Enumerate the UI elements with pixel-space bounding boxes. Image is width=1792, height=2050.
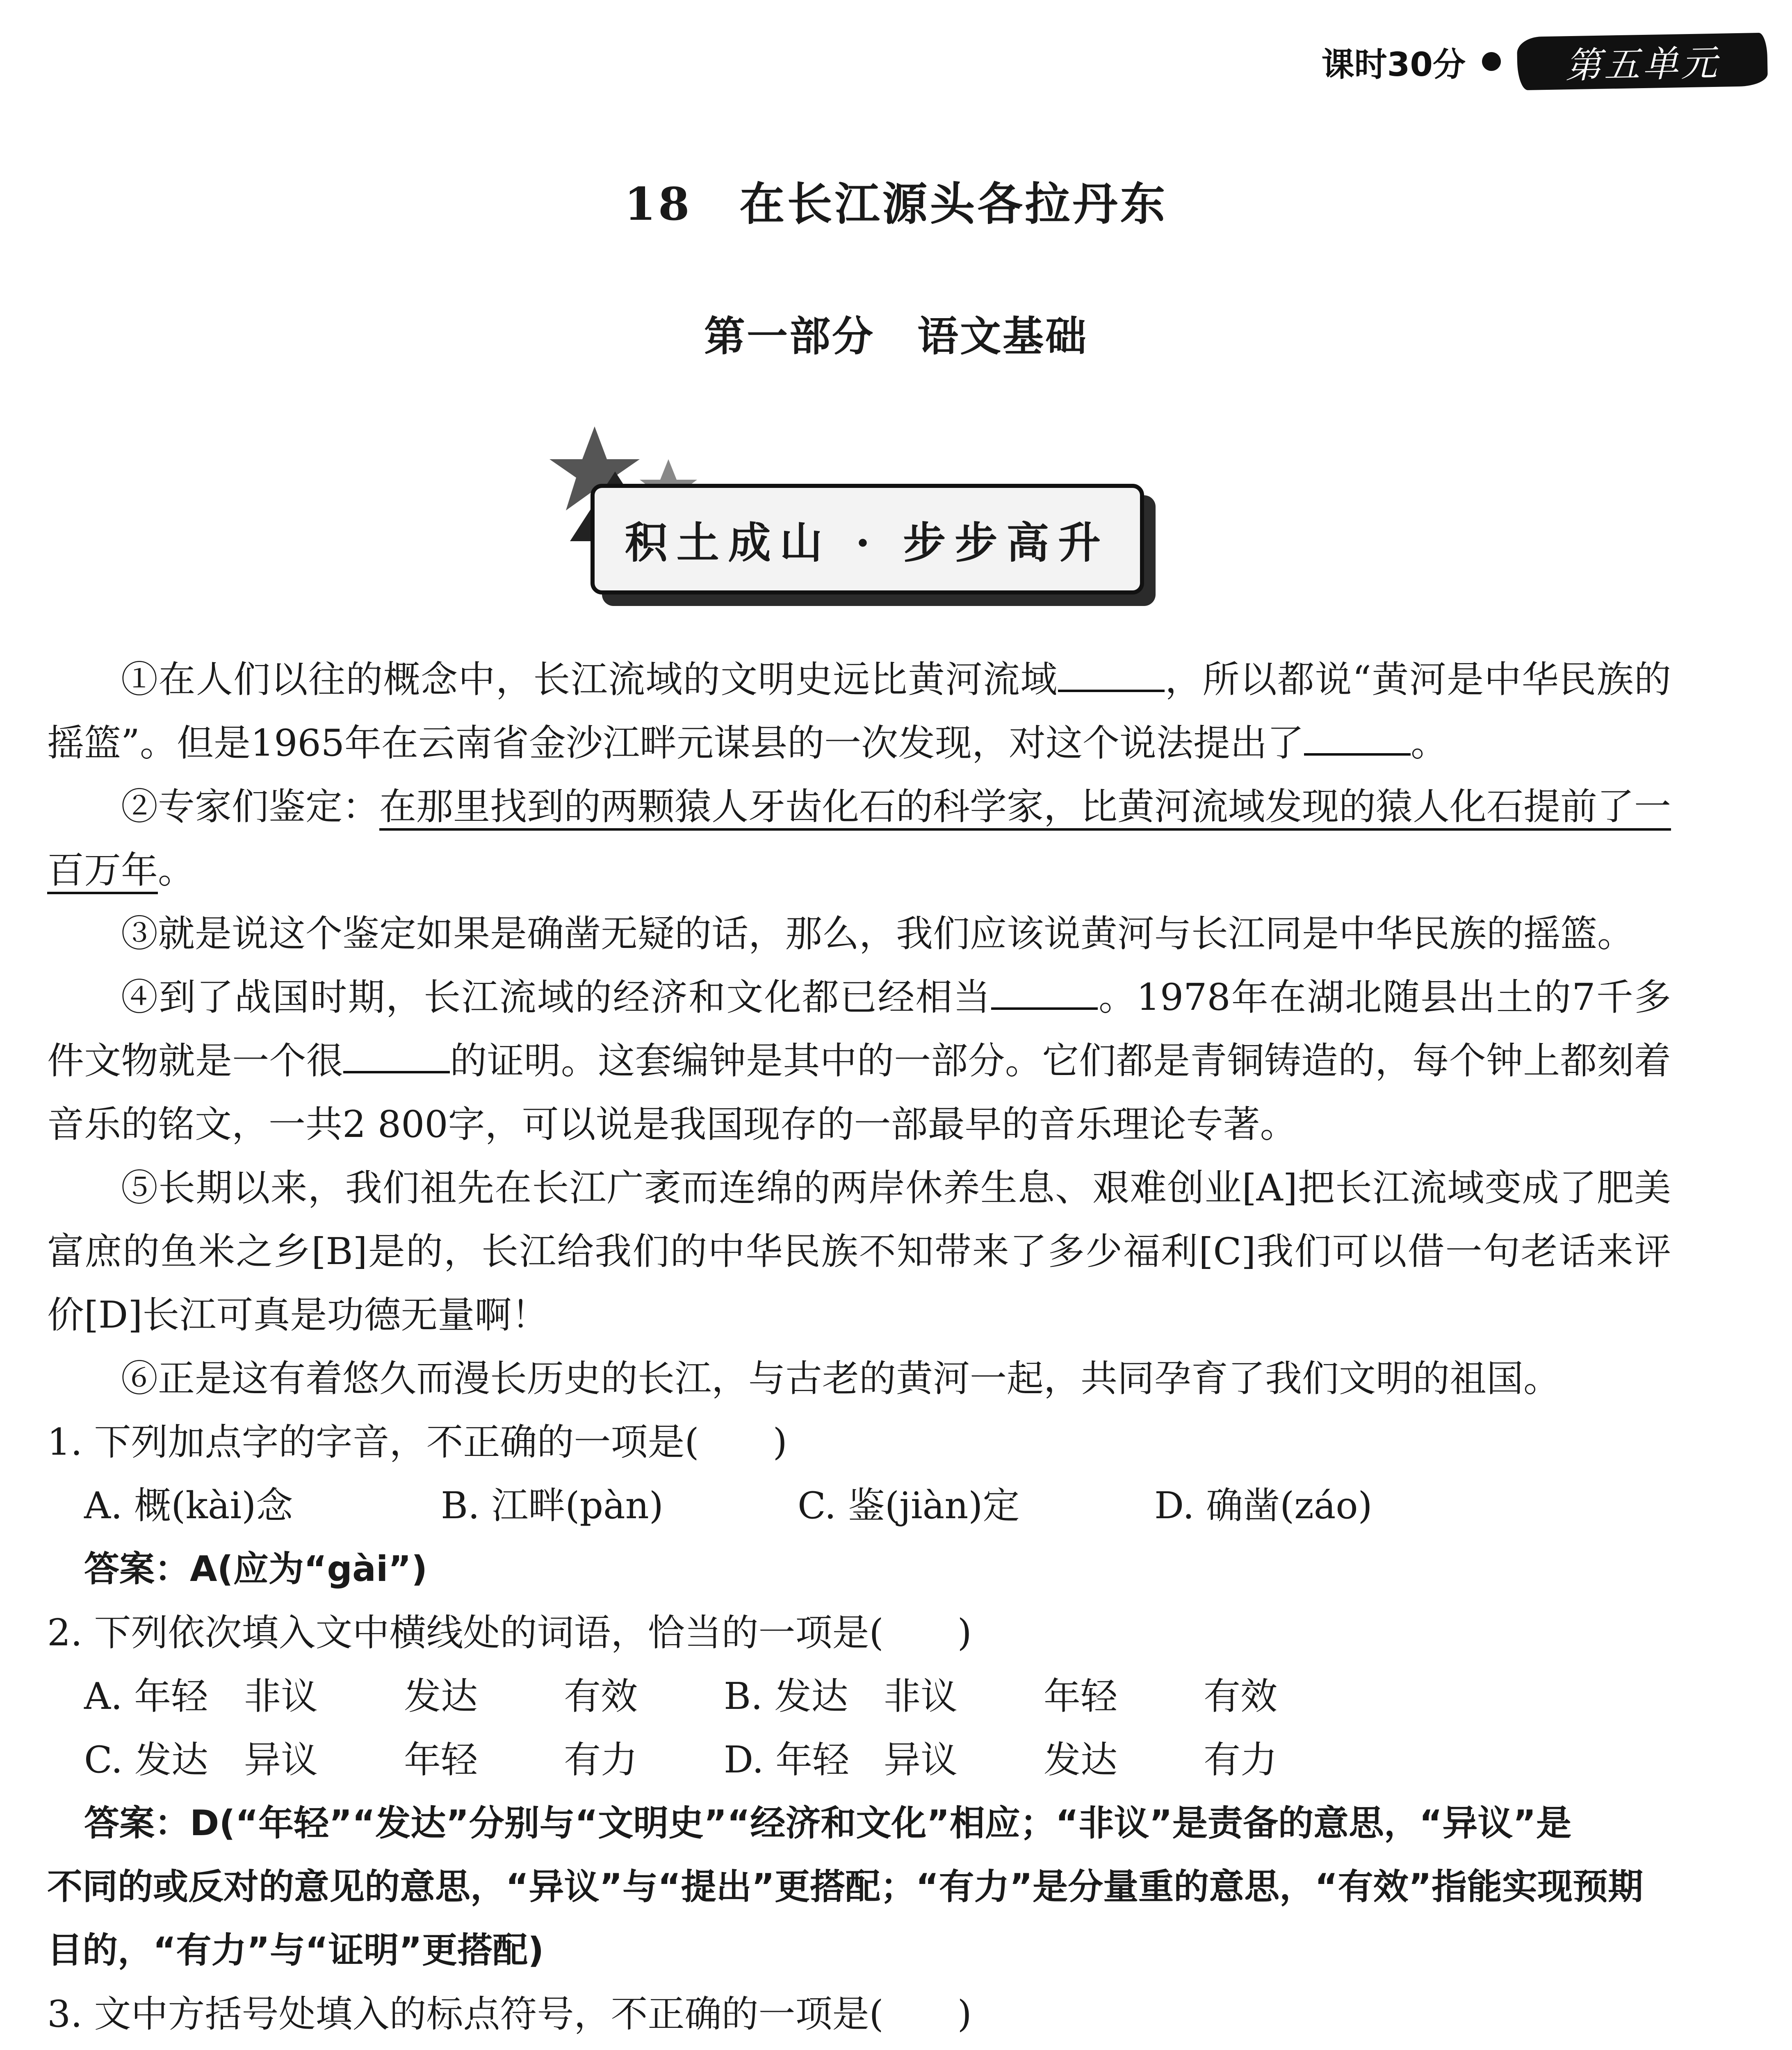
passage-paragraph-4: ④到了战国时期，长江流域的经济和文化都已经相当 。1978年在湖北随县出土的7千多件文物就是一个很 的证明。这套编钟是其中的一部分。它们都是青铜铸造的，每个钟上都刻着音乐的铭文，一共2 800字，可以说是我国现存的一部最早的音乐理论专著。 <box>47 976 1671 1146</box>
option-b[interactable] <box>441 2046 798 2050</box>
bullet-icon <box>1482 52 1501 71</box>
fill-blank <box>991 979 1098 1010</box>
option-b[interactable]: B. 江畔(pàn) <box>441 1484 663 1527</box>
passage-paragraph-1: ①在人们以往的概念中，长江流域的文明史远比黄河流域 ，所以都说“黄河是中华民族的摇篮”。但是1965年在云南省金沙江畔元谋县的一次发现，对这个说法提出了 。 <box>47 658 1671 765</box>
lesson-title: 18 在长江源头各拉丹东 <box>624 178 1168 230</box>
passage-paragraph-6: ⑥正是这有着悠久而漫长历史的长江，与古老的黄河一起，共同孕育了我们文明的祖国。 <box>121 1357 1560 1400</box>
option-a[interactable]: A. 概(kài)念 <box>84 1484 293 1527</box>
question-3-options <box>47 2046 1671 2050</box>
fill-blank <box>343 1042 450 1073</box>
option-c[interactable]: C. 发达 <box>84 1738 208 1781</box>
unit-header <box>1322 25 1767 98</box>
passage-paragraph-2: ②专家们鉴定：在那里找到的两颗猿人牙齿化石的科学家，比黄河流域发现的猿人化石提前了一百万年。 <box>47 775 1671 902</box>
section-banner <box>590 484 1144 594</box>
question-3-stem: 3. 文中方括号处填入的标点符号，不正确的一项是( ) <box>47 1993 972 2036</box>
question-2-options-row-1: A. 年轻 非议 发达 有效 B. 发达 非议 年轻 有效 <box>47 1665 1671 1728</box>
part-title: 第一部分 语文基础 <box>704 312 1088 360</box>
option-d[interactable]: D. 年轻 <box>724 1738 850 1781</box>
question-2-answer: 答案：D(“年轻”“发达”分别与“文明史”“经济和文化”相应；“非议”是责备的意思，“异议”是 <box>84 1803 1571 1844</box>
option-d[interactable]: D. 确凿(záo) <box>1154 1484 1372 1527</box>
question-1-answer: 答案：A(应为“gài”) <box>84 1549 428 1590</box>
question-1-stem: 1. 下列加点字的字音，不正确的一项是( ) <box>47 1421 787 1464</box>
option-c[interactable] <box>798 2046 1154 2050</box>
fill-blank <box>1058 661 1165 692</box>
option-a[interactable]: A. 年轻 <box>84 1675 208 1718</box>
question-2-options-row-2: C. 发达 异议 年轻 有力 D. 年轻 异议 发达 有力 <box>47 1728 1671 1792</box>
passage-paragraph-3: ③就是说这个鉴定如果是确凿无疑的话，那么，我们应该说黄河与长江同是中华民族的摇篮。 <box>121 912 1634 955</box>
passage-paragraph-5: ⑤长期以来，我们祖先在长江广袤而连绵的两岸休养生息、艰难创业[A]把长江流域变成了肥美富庶的鱼米之乡[B]是的，长江给我们的中华民族不知带来了多少福利[C]我们可以借一句老话来评价[D]长江可真是功德无量啊！ <box>47 1166 1671 1337</box>
unit-brush-banner: 第五单元 <box>1517 33 1768 91</box>
question-2-stem: 2. 下列依次填入文中横线处的词语，恰当的一项是( ) <box>47 1611 972 1654</box>
option-a[interactable] <box>84 2046 441 2050</box>
fill-blank <box>1304 724 1411 756</box>
underlined-sentence: 在那里找到的两颗猿人牙齿化石的科学家，比黄河流域发现的猿人化石提前了一百万年 <box>47 785 1671 894</box>
option-c[interactable]: C. 鉴(jiàn)定 <box>798 1484 1020 1527</box>
header-label: 课时30分 <box>1321 45 1466 84</box>
question-2-answer-continued: 不同的或反对的意见的意思，“异议”与“提出”更搭配；“有力”是分量重的意思，“有效”指能实现预期目的，“有力”与“证明”更搭配) <box>47 1866 1644 1971</box>
page-body <box>47 648 1671 2050</box>
option-d[interactable] <box>1154 2046 1511 2050</box>
banner-text: 积土成山 · 步步高升 <box>625 517 1110 568</box>
option-b[interactable]: B. 发达 <box>724 1675 848 1718</box>
question-1-options <box>47 1474 1671 1538</box>
